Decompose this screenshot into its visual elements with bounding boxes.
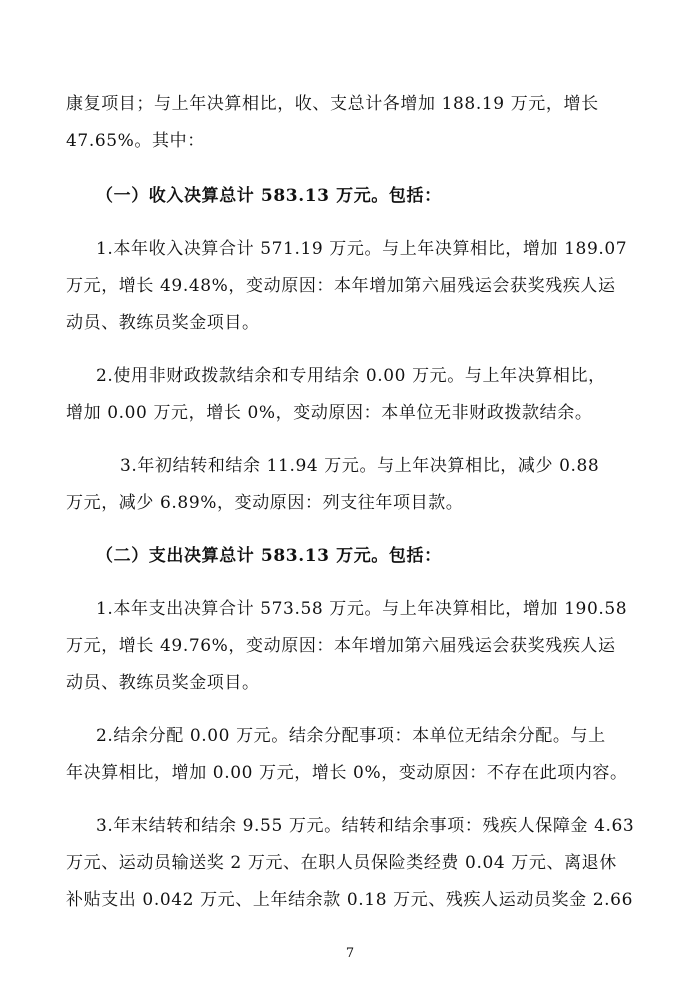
section-heading-expense: （二）支出决算总计 583.13 万元。包括： bbox=[96, 546, 442, 566]
paragraph-line: 补贴支出 0.042 万元、上年结余款 0.18 万元、残疾人运动员奖金 2.66 bbox=[66, 890, 633, 910]
paragraph-line: 动员、教练员奖金项目。 bbox=[66, 673, 260, 693]
page-number: 7 bbox=[345, 946, 355, 961]
section-heading-income: （一）收入决算总计 583.13 万元。包括： bbox=[96, 186, 442, 206]
paragraph-line: 3.年末结转和结余 9.55 万元。结转和结余事项：残疾人保障金 4.63 bbox=[96, 816, 635, 836]
paragraph-line: 年决算相比，增加 0.00 万元，增长 0%，变动原因：不存在此项内容。 bbox=[66, 763, 628, 783]
paragraph-line: 万元，增长 49.76%，变动原因：本年增加第六届残运会获奖残疾人运 bbox=[66, 636, 616, 656]
paragraph-line: 2.结余分配 0.00 万元。结余分配事项：本单位无结余分配。与上 bbox=[96, 726, 606, 746]
paragraph-line: 增加 0.00 万元，增长 0%，变动原因：本单位无非财政拨款结余。 bbox=[66, 403, 593, 423]
paragraph-line: 1.本年支出决算合计 573.58 万元。与上年决算相比，增加 190.58 bbox=[96, 599, 628, 619]
paragraph-line: 康复项目；与上年决算相比，收、支总计各增加 188.19 万元，增长 bbox=[66, 94, 599, 114]
paragraph-line: 动员、教练员奖金项目。 bbox=[66, 313, 260, 333]
paragraph-line: 1.本年收入决算合计 571.19 万元。与上年决算相比，增加 189.07 bbox=[96, 239, 628, 259]
paragraph-line: 47.65%。其中： bbox=[66, 131, 205, 151]
paragraph-line: 3.年初结转和结余 11.94 万元。与上年决算相比，减少 0.88 bbox=[120, 456, 600, 476]
paragraph-line: 万元，增长 49.48%，变动原因：本年增加第六届残运会获奖残疾人运 bbox=[66, 276, 616, 296]
paragraph-line: 万元、运动员输送奖 2 万元、在职人员保险类经费 0.04 万元、离退休 bbox=[66, 853, 617, 873]
paragraph-line: 2.使用非财政拨款结余和专用结余 0.00 万元。与上年决算相比， bbox=[96, 366, 606, 386]
paragraph-line: 万元，减少 6.89%，变动原因：列支往年项目款。 bbox=[66, 493, 464, 513]
